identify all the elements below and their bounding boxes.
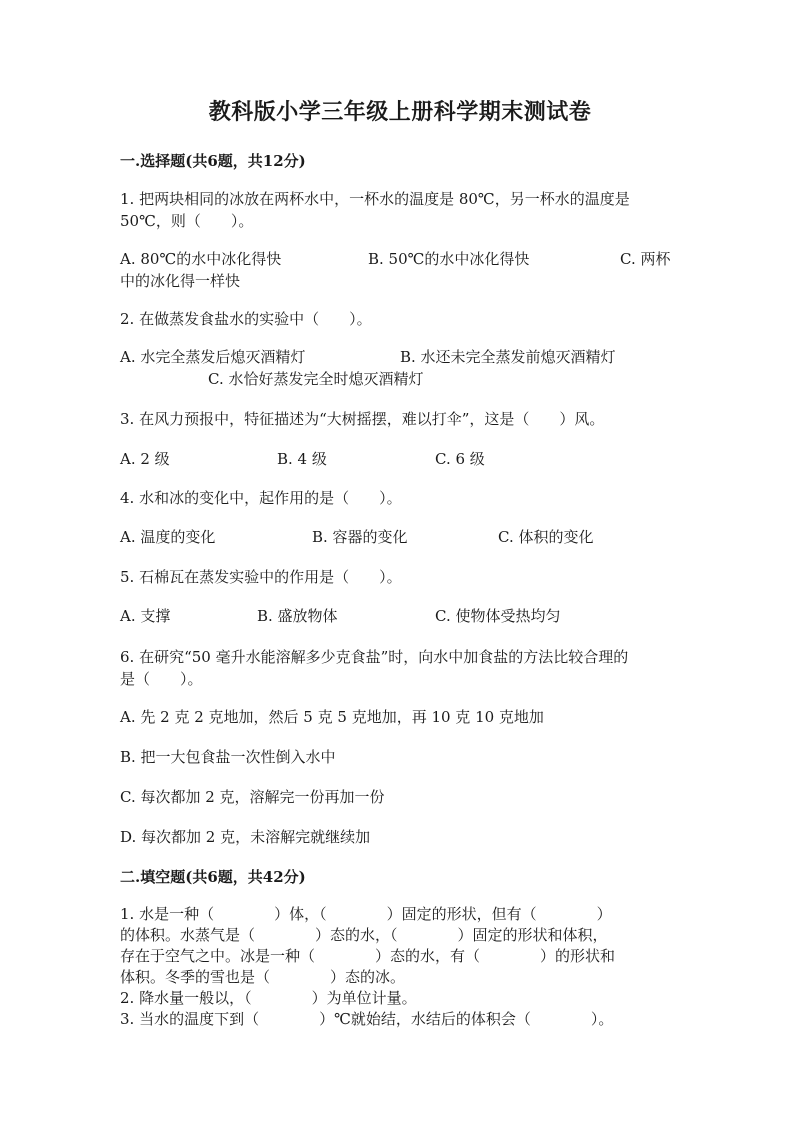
question-3-text: 3. 在风力预报中，特征描述为“大树摇摆，难以打伞”，这是（ ）风。 (120, 410, 605, 428)
question-1-option-a: A. 80℃的水中冰化得快 (120, 250, 282, 268)
page-title: 教科版小学三年级上册科学期末测试卷 (208, 99, 592, 125)
question-4-option-c: C. 体积的变化 (498, 528, 594, 546)
section-heading-choice: 一.选择题(共6题，共12分) (120, 152, 306, 170)
fill-question-3: 3. 当水的温度下到（ ）℃就始结，水结后的体积会（ ）。 (120, 1010, 614, 1028)
question-5-option-b: B. 盛放物体 (257, 607, 338, 625)
question-2-option-c: C. 水恰好蒸发完全时熄灭酒精灯 (208, 370, 424, 388)
question-4-text: 4. 水和冰的变化中，起作用的是（ ）。 (120, 489, 402, 507)
question-5-option-c: C. 使物体受热均匀 (435, 607, 561, 625)
question-2-option-a: A. 水完全蒸发后熄灭酒精灯 (120, 348, 306, 366)
question-1-line-1: 1. 把两块相同的冰放在两杯水中，一杯水的温度是 80℃，另一杯水的温度是 (120, 190, 630, 208)
question-6-line-1: 6. 在研究“50 毫升水能溶解多少克食盐”时，向水中加食盐的方法比较合理的 (120, 648, 629, 666)
question-6-option-d: D. 每次都加 2 克，未溶解完就继续加 (120, 828, 371, 846)
question-2-option-b: B. 水还未完全蒸发前熄灭酒精灯 (400, 348, 616, 366)
question-1-option-c-cont: 中的冰化得一样快 (120, 272, 241, 290)
question-3-option-a: A. 2 级 (120, 450, 170, 468)
fill-question-2: 2. 降水量一般以，（ ）为单位计量。 (120, 989, 417, 1007)
question-6-option-b: B. 把一大包食盐一次性倒入水中 (120, 748, 336, 766)
fill-question-1-line-1: 1. 水是一种（ ）体，（ ）固定的形状，但有（ ） (120, 905, 612, 923)
fill-question-1-line-3: 存在于空气之中。冰是一种（ ）态的水，有（ ）的形状和 (120, 947, 616, 965)
fill-question-1-line-2: 的体积。水蒸气是（ ）态的水，（ ）固定的形状和体积， (120, 926, 608, 944)
question-5-text: 5. 石棉瓦在蒸发实验中的作用是（ ）。 (120, 568, 402, 586)
fill-question-1-line-4: 体积。冬季的雪也是（ ）态的冰。 (120, 968, 406, 986)
question-4-option-a: A. 温度的变化 (120, 528, 216, 546)
question-6-option-c: C. 每次都加 2 克，溶解完一份再加一份 (120, 788, 385, 806)
question-1-option-b: B. 50℃的水中冰化得快 (368, 250, 530, 268)
question-1-option-c: C. 两杯 (620, 250, 671, 268)
question-3-option-b: B. 4 级 (277, 450, 327, 468)
question-1-line-2: 50℃，则（ ）。 (120, 212, 254, 230)
question-6-line-2: 是（ ）。 (120, 670, 203, 688)
section-heading-fill: 二.填空题(共6题，共42分) (120, 868, 306, 886)
question-3-option-c: C. 6 级 (435, 450, 485, 468)
question-4-option-b: B. 容器的变化 (312, 528, 408, 546)
question-5-option-a: A. 支撑 (120, 607, 171, 625)
question-2-text: 2. 在做蒸发食盐水的实验中（ ）。 (120, 310, 372, 328)
question-6-option-a: A. 先 2 克 2 克地加，然后 5 克 5 克地加，再 10 克 10 克地加 (120, 708, 544, 726)
